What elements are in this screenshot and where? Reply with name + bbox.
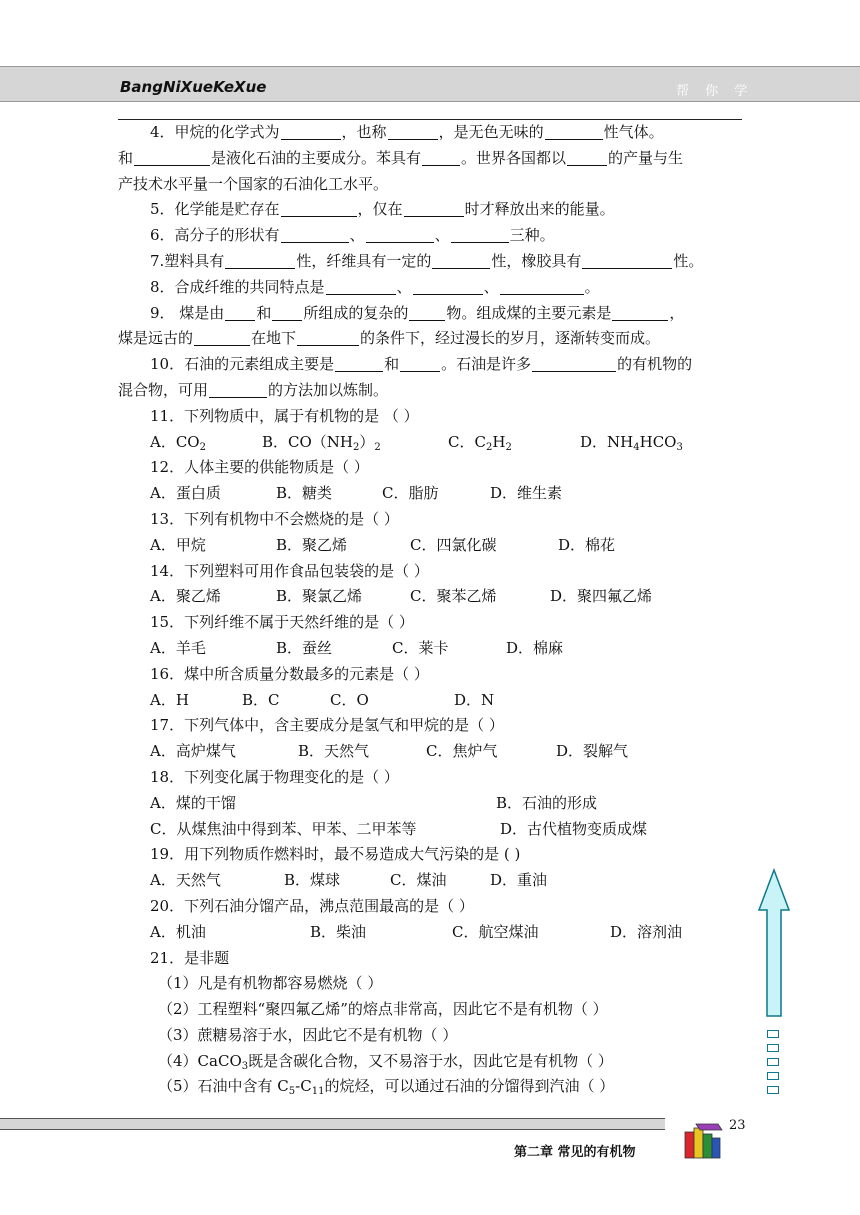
option-a[interactable]: A．天然气 xyxy=(150,871,221,890)
option-a[interactable]: A．蛋白质 xyxy=(150,484,221,503)
answer-blank[interactable] xyxy=(326,278,396,295)
option-b[interactable]: B．$CO(NH_2)_2$ xyxy=(262,432,381,453)
option-a[interactable]: A．羊毛 xyxy=(150,638,206,657)
option-d[interactable]: D．棉麻 xyxy=(506,638,564,657)
option-b[interactable]: B．C xyxy=(242,690,280,709)
option-d[interactable]: D．维生素 xyxy=(490,484,563,503)
question-9-line-1: 9． 煤是由 和 所组成的复杂的 物。组成煤的主要元素是 ， xyxy=(150,303,685,322)
true-false-item-4: （4）CaCO$_3$既是含碳化合物，又不易溶于水，因此它是有机物（ ） xyxy=(158,1051,613,1072)
option-c[interactable]: C．脂肪 xyxy=(382,484,439,503)
question-9-line-2: 煤是远古的 在地下 的条件下，经过漫长的岁月，逐渐转变而成。 xyxy=(118,329,661,348)
option-c[interactable]: C．莱卡 xyxy=(392,638,449,657)
option-d[interactable]: D．$NH_4HCO_3$ xyxy=(580,432,683,453)
question-21-stem: 21．是非题 xyxy=(150,948,230,967)
question-15-options xyxy=(118,636,746,662)
answer-blank[interactable] xyxy=(272,304,302,321)
question-13-stem: 13．下列有机物中不会燃烧的是（ ） xyxy=(150,509,399,528)
question-14-stem: 14．下列塑料可用作食品包装袋的是（ ） xyxy=(150,561,429,580)
answer-blank[interactable] xyxy=(545,123,603,140)
question-10-line-1: 10．石油的元素组成主要是 和 。石油是许多 的有机物的 xyxy=(150,355,693,374)
square-icon xyxy=(767,1086,779,1094)
option-b[interactable]: B．聚乙烯 xyxy=(276,535,348,554)
question-20-options xyxy=(118,920,746,946)
option-a[interactable]: A．甲烷 xyxy=(150,535,206,554)
question-11-stem: 11．下列物质中，属于有机物的是 （ ） xyxy=(150,406,419,425)
question-4-line-3: 产技术水平量一个国家的石油化工水平。 xyxy=(118,174,389,193)
answer-blank[interactable] xyxy=(335,355,383,372)
header-right-title: 帮 你 学 xyxy=(676,84,754,99)
option-c[interactable]: C．焦炉气 xyxy=(426,742,498,761)
question-18-options-1 xyxy=(118,791,746,817)
question-12-options xyxy=(118,481,746,507)
square-icon xyxy=(767,1058,779,1066)
answer-blank[interactable] xyxy=(432,252,490,269)
option-d[interactable]: D．棉花 xyxy=(558,535,616,554)
answer-blank[interactable] xyxy=(451,226,509,243)
question-16-options xyxy=(118,688,746,714)
question-18-options-2 xyxy=(118,817,746,843)
true-false-item-3: （3）蔗糖易溶于水，因此它不是有机物（ ） xyxy=(158,1025,458,1044)
square-icon xyxy=(767,1030,779,1038)
option-b[interactable]: B．天然气 xyxy=(298,742,370,761)
option-c[interactable]: C．航空煤油 xyxy=(452,922,539,941)
option-c[interactable]: C．四氯化碳 xyxy=(410,535,497,554)
question-15-stem: 15．下列纤维不属于天然纤维的是（ ） xyxy=(150,613,414,632)
footer-band xyxy=(0,1118,665,1130)
option-a[interactable]: A．煤的干馏 xyxy=(150,793,236,812)
option-b[interactable]: B．石油的形成 xyxy=(496,793,598,812)
true-false-item-5: （5）石油中含有 $C_5-C_{11}$的烷烃，可以通过石油的分馏得到汽油（ ） xyxy=(158,1077,615,1098)
question-20-stem: 20．下列石油分馏产品，沸点范围最高的是（ ） xyxy=(150,896,474,915)
question-17-options xyxy=(118,739,746,765)
option-a[interactable]: A．机油 xyxy=(150,922,206,941)
answer-blank[interactable] xyxy=(404,200,464,217)
answer-blank[interactable] xyxy=(400,355,440,372)
option-d[interactable]: D．溶剂油 xyxy=(610,922,683,941)
option-d[interactable]: D．N xyxy=(454,690,495,709)
square-icon xyxy=(767,1044,779,1052)
option-d[interactable]: D．聚四氟乙烯 xyxy=(550,587,653,606)
question-5: 5．化学能是贮存在 ，仅在 时才释放出来的能量。 xyxy=(150,200,615,219)
square-icon xyxy=(767,1072,779,1080)
option-c[interactable]: C．从煤焦油中得到苯、甲苯、二甲苯等 xyxy=(150,819,417,838)
option-c[interactable]: C．聚苯乙烯 xyxy=(410,587,497,606)
answer-blank[interactable] xyxy=(388,123,438,140)
worksheet-body xyxy=(118,120,746,1100)
answer-blank[interactable] xyxy=(225,252,295,269)
question-4-line-2: 和 是液化石油的主要成分。苯具有 。世界各国都以 的产量与生 xyxy=(118,148,684,167)
question-17-stem: 17．下列气体中，含主要成分是氢气和甲烷的是（ ） xyxy=(150,716,504,735)
option-c[interactable]: C．$C_2H_2$ xyxy=(448,432,512,453)
question-7: 7.塑料具有 性，纤维具有一定的 性，橡胶具有 性。 xyxy=(150,251,704,270)
answer-blank[interactable] xyxy=(532,355,616,372)
answer-blank[interactable] xyxy=(281,226,349,243)
answer-blank[interactable] xyxy=(366,226,434,243)
option-b[interactable]: B．糖类 xyxy=(276,484,333,503)
question-18-stem: 18．下列变化属于物理变化的是（ ） xyxy=(150,767,399,786)
question-4-line-1: 4．甲烷的化学式为 ，也称 ，是无色无味的 性气体。 xyxy=(150,123,664,141)
answer-blank[interactable] xyxy=(297,329,359,346)
answer-blank[interactable] xyxy=(225,304,255,321)
option-a[interactable]: A．聚乙烯 xyxy=(150,587,221,606)
question-11-options xyxy=(118,430,746,456)
question-16-stem: 16．煤中所含质量分数最多的元素是（ ） xyxy=(150,664,429,683)
answer-blank[interactable] xyxy=(281,200,357,217)
answer-blank[interactable] xyxy=(194,329,250,346)
option-c[interactable]: C．煤油 xyxy=(390,871,447,890)
question-12-stem: 12．人体主要的供能物质是（ ） xyxy=(150,458,369,477)
answer-blank[interactable] xyxy=(409,304,445,321)
question-13-options xyxy=(118,533,746,559)
footer-chapter: 第二章 常见的有机物 xyxy=(514,1145,636,1160)
option-d[interactable]: D．裂解气 xyxy=(556,742,629,761)
option-a[interactable]: A．H xyxy=(150,690,189,709)
page-number: 23 xyxy=(729,1118,746,1133)
question-8: 8．合成纤维的共同特点是 、 、 。 xyxy=(150,277,600,296)
answer-blank[interactable] xyxy=(612,304,668,321)
question-6: 6．高分子的形状有 、 、 三种。 xyxy=(150,226,555,245)
answer-blank[interactable] xyxy=(134,149,210,166)
option-b[interactable]: B．聚氯乙烯 xyxy=(276,587,363,606)
answer-blank[interactable] xyxy=(500,278,584,295)
option-a[interactable]: A．$CO_2$ xyxy=(150,432,206,453)
books-logo-icon xyxy=(682,1120,724,1162)
option-d[interactable]: D．古代植物变质成煤 xyxy=(500,819,648,838)
up-arrow-icon xyxy=(757,868,791,1018)
option-d[interactable]: D．重油 xyxy=(490,871,548,890)
true-false-item-1: （1）凡是有机物都容易燃烧（ ） xyxy=(158,974,383,993)
question-10-line-2: 混合物，可用 的方法加以炼制。 xyxy=(118,380,389,399)
option-b[interactable]: B．蚕丝 xyxy=(276,638,333,657)
answer-blank[interactable] xyxy=(422,149,460,166)
option-c[interactable]: C．O xyxy=(330,690,369,709)
answer-blank[interactable] xyxy=(281,123,341,140)
question-19-options xyxy=(118,868,746,894)
true-false-item-2: （2）工程塑料“聚四氟乙烯”的熔点非常高，因此它不是有机物（ ） xyxy=(158,1000,608,1019)
question-19-stem: 19．用下列物质作燃料时，最不易造成大气污染的是 ( ) xyxy=(150,845,521,864)
option-b[interactable]: B．柴油 xyxy=(310,922,367,941)
answer-blank[interactable] xyxy=(582,252,672,269)
header-left-title: BangNiXueKeXue xyxy=(120,78,267,96)
answer-blank[interactable] xyxy=(209,381,267,398)
option-a[interactable]: A．高炉煤气 xyxy=(150,742,236,761)
answer-blank[interactable] xyxy=(413,278,483,295)
question-14-options xyxy=(118,584,746,610)
option-b[interactable]: B．煤球 xyxy=(284,871,341,890)
answer-blank[interactable] xyxy=(567,149,607,166)
